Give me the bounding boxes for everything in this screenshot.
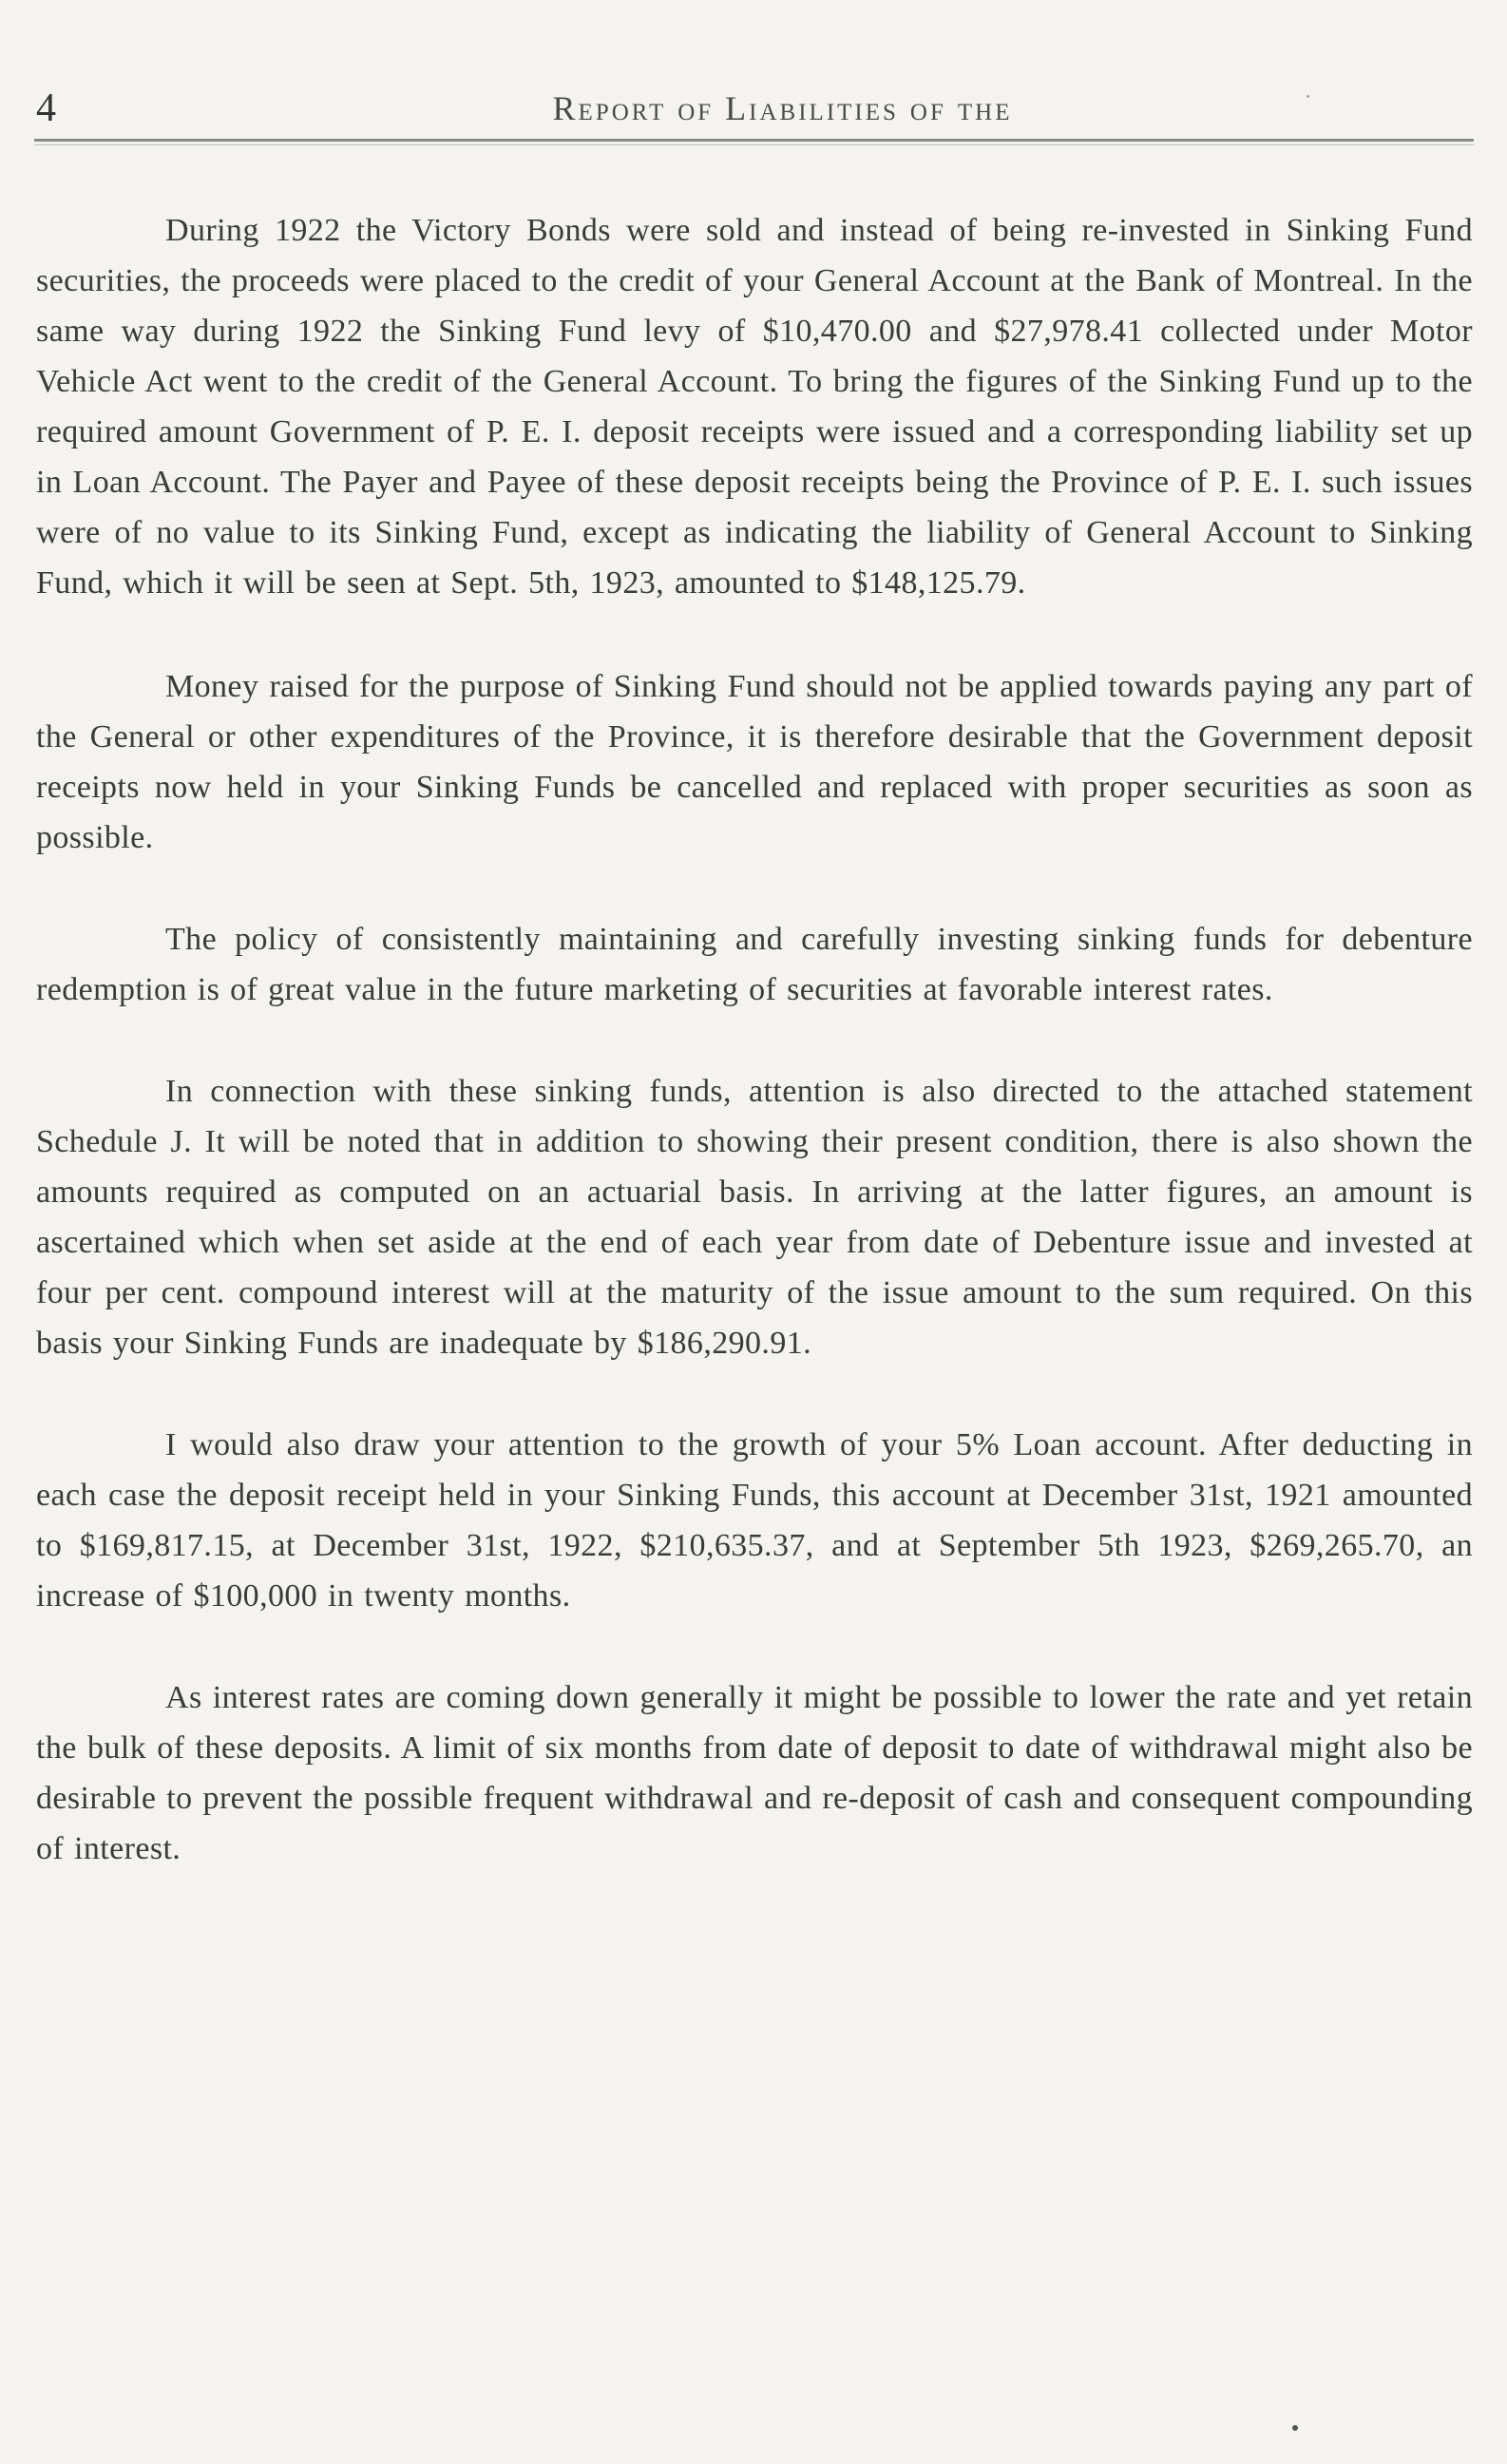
page-number: 4 [36, 86, 56, 130]
body-text [36, 205, 1473, 1925]
paragraph-interest-rates: As interest rates are coming down generally it might be possible to lower the rate and yet retain the bulk of these deposits. A limit of six months from date of deposit to date of withdrawal might also be desirable to prevent the possible frequent withdrawal and re-deposit of cash and consequent compounding of interest. [36, 1680, 1473, 1866]
paragraph-schedule-j: In connection with these sinking funds, attention is also directed to the attached statement Schedule J. It will be noted that in addition to showing their present condition, there is also shown the amounts required as computed on an actuarial basis. In arriving at the latter figures, an amount is ascertained which when set aside at the end of each year from date of Debenture issue and invested at four per cent. compound interest will at the maturity of the issue amount to the sum required. On this basis your Sinking Funds are inadequate by $186,290.91. [36, 1074, 1473, 1361]
page-header [34, 80, 1474, 137]
header-rule [34, 139, 1474, 142]
paragraph-sinking-fund-money: Money raised for the purpose of Sinking Fund should not be applied towards paying any part of the General or other expenditures of the Province, it is therefore desirable that the Government deposit receipts now held in your Sinking Funds be cancelled and replaced with proper securities as soon as possible. [36, 669, 1473, 855]
paragraph-policy: The policy of consistently maintaining and carefully investing sinking funds for debenture redemption is of great value in the future marketing of securities at favorable interest rates. [36, 922, 1473, 1007]
specks [1307, 95, 1309, 98]
running-title: Report of Liabilities of the [552, 89, 1013, 127]
paragraph-victory-bonds: During 1922 the Victory Bonds were sold and instead of being re-invested in Sinking Fund securities, the proceeds were placed to the credit of your General Account at the Bank of Montreal. In the same way during 1922 the Sinking Fund levy of $10,470.00 and $27,978.41 collected under Motor Vehicle Act went to the credit of the General Account. To bring the figures of the Sinking Fund up to the required amount Government of P. E. I. deposit receipts were issued and a corresponding liability set up in Loan Account. The Payer and Payee of these deposit receipts being the Province of P. E. I. such issues were of no value to its Sinking Fund, except as indicating the liability of General Account to Sinking Fund, which it will be seen at Sept. 5th, 1923, amounted to $148,125.79. [36, 213, 1473, 601]
paragraph-loan-account: I would also draw your attention to the growth of your 5% Loan account. After deducting in each case the deposit receipt held in your Sinking Funds, this account at December 31st, 1921 amounted to $169,817.15, at December 31st, 1922, $210,635.37, and at September 5th 1923, $269,265.70, an increase of $100,000 in twenty months. [36, 1427, 1473, 1614]
specks [1292, 2425, 1298, 2431]
header-rule-thin [34, 144, 1474, 145]
